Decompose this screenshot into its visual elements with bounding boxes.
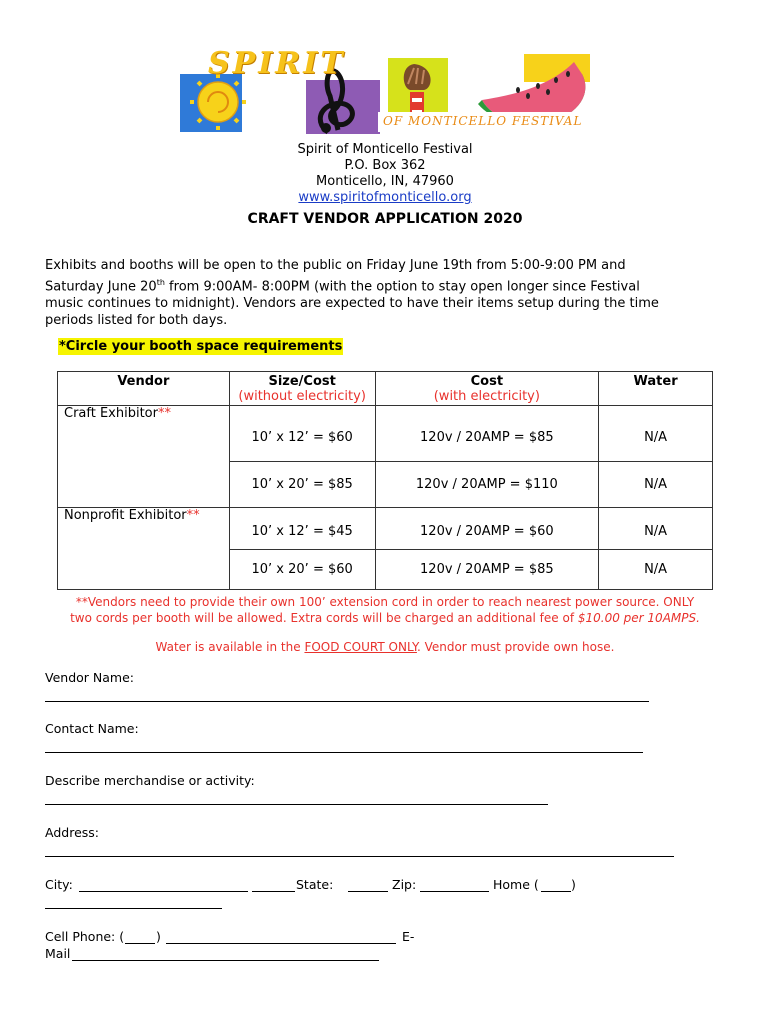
electric-cost-cell[interactable]: 120v / 20AMP = $110 bbox=[375, 462, 599, 508]
website-link[interactable]: www.spiritofmonticello.org bbox=[298, 190, 472, 205]
electric-cost-cell[interactable]: 120v / 20AMP = $85 bbox=[375, 550, 599, 590]
electric-cost-cell[interactable]: 120v / 20AMP = $85 bbox=[375, 406, 599, 462]
header-size: Size/Cost (without electricity) bbox=[229, 372, 375, 406]
state-label: State: bbox=[296, 877, 334, 892]
festival-logo bbox=[178, 44, 590, 136]
email-label-part1: E- bbox=[402, 929, 415, 944]
cell-phone-close: ) bbox=[156, 929, 161, 944]
header-cost: Cost (with electricity) bbox=[375, 372, 599, 406]
address-label: Address: bbox=[45, 825, 99, 840]
vendor-name-label: Vendor Name: bbox=[45, 670, 134, 685]
vendor-nonprofit: Nonprofit Exhibitor** bbox=[58, 508, 230, 590]
zip-label: Zip: bbox=[392, 877, 417, 892]
table-row bbox=[58, 508, 713, 550]
po-box: P.O. Box 362 bbox=[344, 158, 426, 173]
water-note: Water is available in the FOOD COURT ONLY. Vendor must provide own hose. bbox=[155, 640, 615, 654]
table-header-row bbox=[58, 372, 713, 406]
water-cell: N/A bbox=[599, 508, 713, 550]
city-label: City: bbox=[45, 877, 73, 892]
email-field[interactable] bbox=[72, 960, 379, 961]
state-field[interactable] bbox=[348, 891, 388, 892]
size-cost-cell[interactable]: 10’ x 20’ = $85 bbox=[229, 462, 375, 508]
electric-cost-cell[interactable]: 120v / 20AMP = $60 bbox=[375, 508, 599, 550]
sun-icon bbox=[190, 74, 246, 130]
intro-line: Saturday June 20th from 9:00AM- 8:00PM (with the option to stay open longer since Festival bbox=[45, 278, 640, 295]
size-cost-cell[interactable]: 10’ x 12’ = $60 bbox=[229, 406, 375, 462]
contact-name-field[interactable] bbox=[45, 752, 643, 753]
org-address-block bbox=[0, 142, 770, 206]
email-label-part2: Mail bbox=[45, 946, 71, 961]
org-name: Spirit of Monticello Festival bbox=[297, 142, 473, 157]
intro-paragraph bbox=[45, 257, 735, 329]
merchandise-label: Describe merchandise or activity: bbox=[45, 773, 255, 788]
booth-pricing-table bbox=[57, 371, 713, 590]
home-area-code-field[interactable] bbox=[541, 891, 571, 892]
intro-line: periods listed for both days. bbox=[45, 313, 228, 329]
circle-instruction: *Circle your booth space requirements bbox=[59, 339, 343, 354]
header-water: Water bbox=[599, 372, 713, 406]
home-phone-field[interactable] bbox=[45, 908, 222, 909]
contact-name-label: Contact Name: bbox=[45, 721, 139, 736]
zip-field[interactable] bbox=[420, 891, 489, 892]
logo-subtitle: OF MONTICELLO FESTIVAL bbox=[383, 114, 583, 128]
page-title: CRAFT VENDOR APPLICATION 2020 bbox=[247, 211, 523, 227]
water-cell: N/A bbox=[599, 462, 713, 508]
header-vendor: Vendor bbox=[58, 372, 230, 406]
vendor-name-field[interactable] bbox=[45, 701, 649, 702]
cell-area-code-field[interactable] bbox=[125, 943, 155, 944]
intro-line: music continues to midnight). Vendors are expected to have their items setup during the time bbox=[45, 296, 659, 312]
city-field-extra[interactable] bbox=[252, 891, 295, 892]
home-phone-close: ) bbox=[571, 877, 576, 892]
logo-title: SPIRIT bbox=[208, 46, 346, 81]
cell-phone-field[interactable] bbox=[166, 943, 396, 944]
city-state-zip: Monticello, IN, 47960 bbox=[316, 174, 454, 189]
water-cell: N/A bbox=[599, 406, 713, 462]
extension-cord-note: **Vendors need to provide their own 100’ extension cord in order to reach nearest power source. ONLY two cords per booth will be allowed. Extra cords will be charged an additional fee of $10.00 per 10AMPS. bbox=[70, 595, 700, 625]
home-phone-label: Home ( bbox=[493, 877, 539, 892]
intro-line: Exhibits and booths will be open to the public on Friday June 19th from 5:00-9:00 PM and bbox=[45, 258, 626, 273]
address-field[interactable] bbox=[45, 856, 674, 857]
city-field[interactable] bbox=[79, 891, 248, 892]
size-cost-cell[interactable]: 10’ x 12’ = $45 bbox=[229, 508, 375, 550]
cell-phone-label: Cell Phone: ( bbox=[45, 929, 125, 944]
water-cell: N/A bbox=[599, 550, 713, 590]
vendor-craft: Craft Exhibitor** bbox=[58, 406, 230, 508]
table-row bbox=[58, 406, 713, 462]
size-cost-cell[interactable]: 10’ x 20’ = $60 bbox=[229, 550, 375, 590]
merchandise-field[interactable] bbox=[45, 804, 548, 805]
